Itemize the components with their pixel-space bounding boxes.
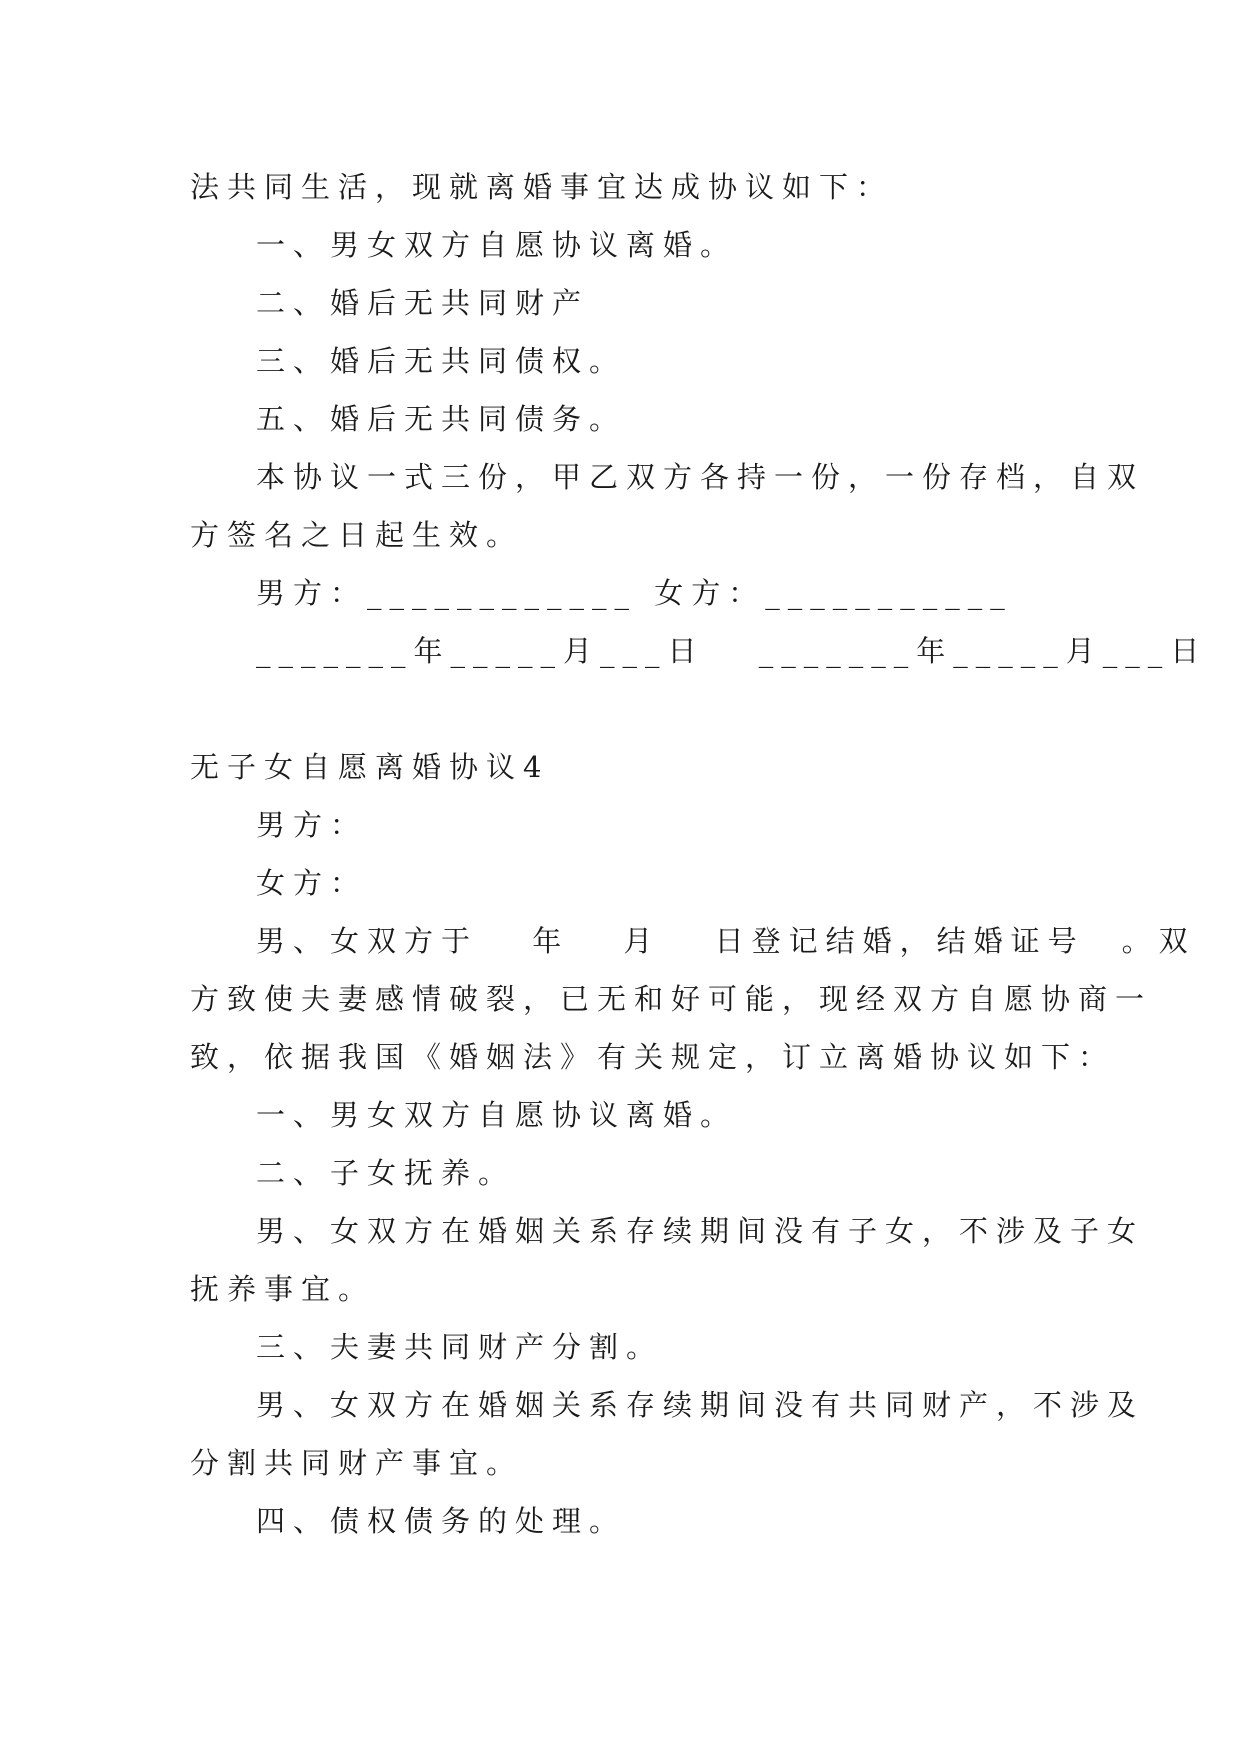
text-line: 男、女双方于 年 月 日登记结婚，结婚证号 。双	[256, 924, 1196, 958]
text-line: 五、婚后无共同债务。	[256, 402, 627, 436]
text-line: 女方：	[256, 866, 368, 900]
text-line: 二、子女抚养。	[256, 1156, 516, 1190]
text-line: 一、男女双方自愿协议离婚。	[256, 228, 738, 262]
text-line: 本协议一式三份，甲乙双方各持一份，一份存档，自双	[256, 460, 1145, 494]
text-line: 四、债权债务的处理。	[256, 1504, 627, 1538]
text-line: 致，依据我国《婚姻法》有关规定，订立离婚协议如下：	[190, 1040, 1116, 1074]
text-line: 分割共同财产事宜。	[190, 1446, 524, 1480]
text-line: 男、女双方在婚姻关系存续期间没有共同财产，不涉及	[256, 1388, 1145, 1422]
text-line: 二、婚后无共同财产	[256, 286, 590, 320]
text-line: 男、女双方在婚姻关系存续期间没有子女，不涉及子女	[256, 1214, 1145, 1248]
text-line: 抚养事宜。	[190, 1272, 376, 1306]
text-line: 三、婚后无共同债权。	[256, 344, 627, 378]
section-title: 无子女自愿离婚协议4	[190, 750, 550, 784]
text-line: 男方：	[256, 808, 368, 842]
signature-line: 男方：____________ 女方：___________	[256, 576, 1013, 610]
text-line: 一、男女双方自愿协议离婚。	[256, 1098, 738, 1132]
text-line: 方签名之日起生效。	[190, 518, 524, 552]
date-line: _______年_____月___日 _______年_____月___日	[256, 634, 1208, 668]
text-line: 方致使夫妻感情破裂，已无和好可能，现经双方自愿协商一	[190, 982, 1153, 1016]
text-line: 三、夫妻共同财产分割。	[256, 1330, 664, 1364]
text-line: 法共同生活，现就离婚事宜达成协议如下：	[190, 170, 894, 204]
